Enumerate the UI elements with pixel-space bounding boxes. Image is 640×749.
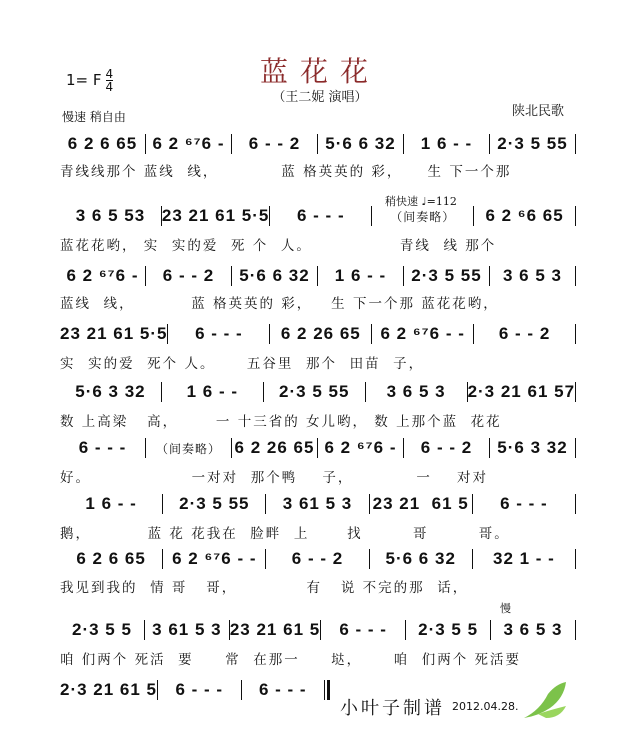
measure: 2·3 5 55 (279, 382, 350, 401)
measure: 5·6 3 32 (75, 382, 146, 401)
tempo-initial: 慢速 稍自由 (62, 110, 126, 124)
lyrics-line: 好。 一对对 那个鸭 子， 一 对对 (60, 470, 488, 486)
measure: 2·3 5 55 (179, 494, 250, 513)
measure: 3 6 5 53 (75, 206, 146, 225)
measure: 6 2 6 65 (67, 134, 138, 153)
time-top: 4 (105, 67, 114, 81)
measure: 6 - - 2 (291, 549, 344, 568)
measure: 1 6 - - (420, 134, 473, 153)
notation-line (60, 494, 576, 514)
lyrics-line: 我见到我的 情 哥 哥， 有 说 不完的那 话， (60, 580, 469, 596)
key-signature (66, 68, 113, 93)
notation-line (60, 680, 330, 700)
measure: 2·3 5 55 (411, 266, 482, 285)
measure: 1 6 - - (85, 494, 137, 513)
measure: 6 2 26 65 (234, 438, 315, 457)
notation-line (60, 134, 576, 154)
arrangement-date: 2012.04.28. (452, 700, 519, 713)
measure: 2·3 5 5 (71, 620, 132, 639)
time-signature (106, 68, 114, 93)
bar-line (575, 494, 576, 514)
leaf-icon (520, 680, 570, 722)
measure: 2·3 21 61 57 (467, 382, 576, 401)
notation-line (60, 266, 576, 286)
measure: 3 61 5 3 (152, 620, 222, 639)
bar-line (575, 206, 576, 226)
bar-line (575, 549, 576, 569)
notation-line (60, 324, 576, 344)
measure: 6 - - - (175, 680, 224, 699)
notation-line (60, 620, 576, 640)
measure: 6 2 ⁶⁷6 - (324, 438, 397, 457)
measure: 6 - - 2 (248, 134, 301, 153)
notation-line (60, 382, 576, 402)
bar-line (575, 266, 576, 286)
final-bar-line (327, 680, 330, 700)
measure: 5·6 3 32 (497, 438, 568, 457)
measure: 2·3 5 55 (497, 134, 568, 153)
measure: 3 6 5 3 (386, 382, 446, 401)
arranger-signature: 小叶子制谱 (340, 698, 445, 719)
measure: 6 - - 2 (498, 324, 551, 343)
measure: 5·6 6 32 (385, 549, 456, 568)
notation-line (60, 438, 576, 458)
measure: 6 - - 2 (162, 266, 215, 285)
measure: 5·6 6 32 (239, 266, 310, 285)
lyrics-line: 蓝花花哟， 实 实的爱 死 个 人。 青线 线 那个 (60, 238, 497, 254)
key-label: 1= F (66, 71, 102, 89)
measure: 6 2 ⁶⁷6 - - (172, 549, 257, 568)
measure: 6 - - - (195, 324, 243, 343)
notation-line (60, 549, 576, 569)
measure: 6 - - - (297, 206, 345, 225)
tempo-change: 稍快速 ♩=112 (385, 195, 457, 208)
bar-line (575, 324, 576, 344)
time-bottom: 4 (105, 80, 114, 94)
measure: 1 6 - - (186, 382, 239, 401)
measure: 5·6 6 32 (325, 134, 396, 153)
bar-line (575, 134, 576, 154)
bar-line (575, 620, 576, 640)
measure: 3 61 5 3 (282, 494, 353, 513)
lyrics-line: 鹅， 蓝 花 花我在 脸畔 上 找 哥 哥。 (60, 526, 510, 542)
song-origin: 陕北民歌 (512, 104, 565, 119)
slow-mark: 慢 (500, 602, 511, 615)
measure: 23 21 61 5 (229, 620, 321, 639)
measure: 6 - - - (258, 680, 307, 699)
bar-line (575, 438, 576, 458)
measure: 6 2 ⁶6 65 (485, 206, 564, 225)
measure: 6 2 ⁶⁷6 - - (380, 324, 465, 343)
measure: 6 - - - (78, 438, 127, 457)
measure: 1 6 - - (334, 266, 387, 285)
measure: 6 - - - (339, 620, 387, 639)
measure: 32 1 - - (492, 549, 555, 568)
lyrics-line: 蓝线 线， 蓝 格英英的 彩， 生 下一个那 蓝花花哟， (60, 296, 499, 312)
bar-line (324, 680, 325, 700)
measure: 23 21 61 5 (372, 494, 469, 513)
measure: 3 6 5 3 (503, 266, 562, 285)
measure: 23 21 61 5·5 (161, 206, 270, 225)
measure: 3 6 5 3 (503, 620, 563, 639)
song-title: 蓝花花 (259, 55, 380, 88)
lyrics-line: 实 实的爱 死个 人。 五谷里 那个 田苗 子， (60, 356, 425, 372)
measure: 6 2 ⁶⁷6 - (152, 134, 225, 153)
measure: （间奏略） (390, 209, 456, 224)
notation-line (60, 206, 576, 226)
lyrics-line: 数 上高梁 高， 一 十三省的 女儿哟， 数 上那个蓝 花花 (60, 414, 502, 430)
measure: 6 2 ⁶⁷6 - (66, 266, 139, 285)
measure: （间奏略） (155, 441, 221, 456)
measure: 6 2 26 65 (280, 324, 361, 343)
measure: 23 21 61 5·5 (60, 324, 168, 343)
singer-credit: （王二妮 演唱） (272, 90, 368, 105)
lyrics-line: 咱 们两个 死活 要 常 在那一 垯， 咱 们两个 死活要 (60, 652, 521, 668)
measure: 6 - - 2 (420, 438, 473, 457)
measure: 2·3 5 5 (418, 620, 479, 639)
measure: 2·3 21 61 5 (60, 680, 158, 699)
lyrics-line: 青线线那个 蓝线 线， 蓝 格英英的 彩， 生 下一个那 (60, 164, 512, 180)
bar-line (575, 382, 576, 402)
measure: 6 2 6 65 (76, 549, 146, 568)
measure: 6 - - - (500, 494, 548, 513)
